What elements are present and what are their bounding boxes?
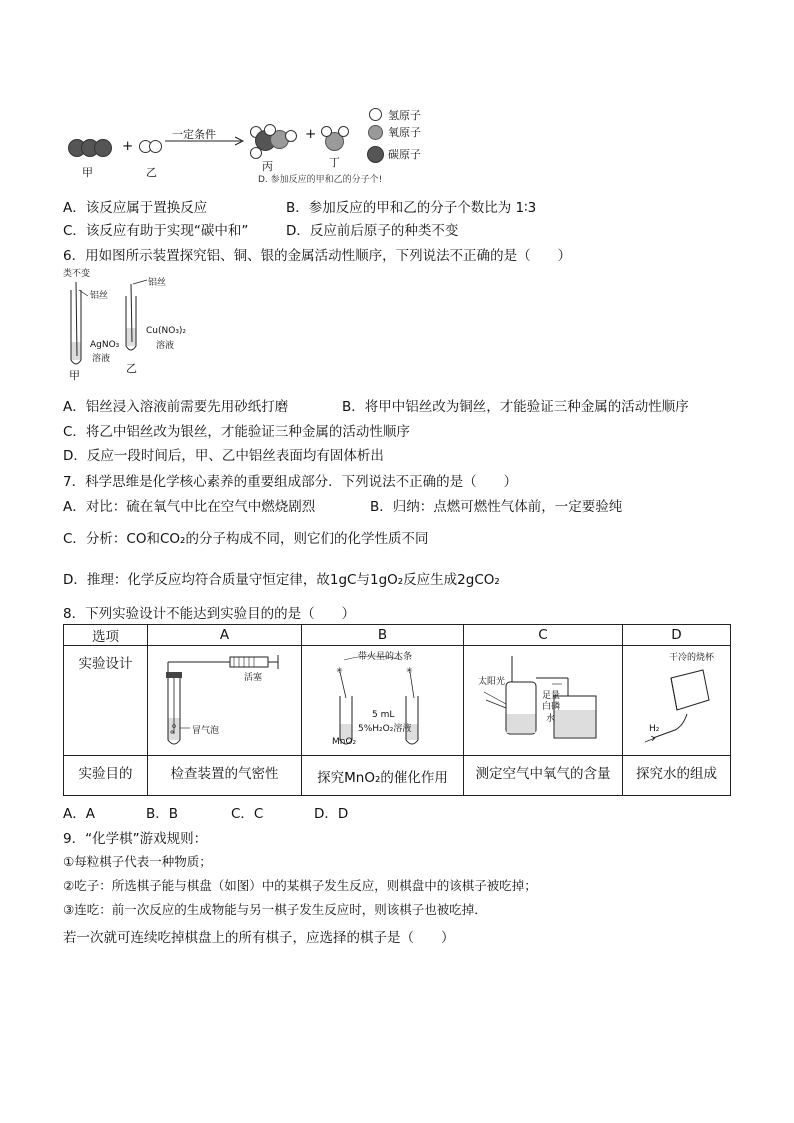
q8-option-b: B．B: [146, 806, 179, 822]
q7-option-d: D．推理：化学反应均符合质量守恒定律，故1gC与1gO₂反应生成2gCO₂: [63, 572, 500, 588]
q6-option-b: B．将甲中铝丝改为铜丝，才能验证三种金属的活动性顺序: [342, 399, 689, 415]
plus-sign: +: [122, 138, 134, 154]
label-ding: 丁: [329, 156, 340, 169]
syringe-tube-apparatus-icon: [150, 648, 300, 753]
reaction-arrow-icon: [165, 136, 247, 146]
two-test-tubes-icon: [302, 648, 462, 753]
cut-off-text: D. 参加反应的甲和乙的分子个!: [258, 175, 383, 185]
table-row-design: [64, 646, 731, 756]
design-figure-b: [302, 646, 464, 756]
cut-off-text: 类不变: [63, 269, 91, 279]
legend-oxygen: 氧原子: [388, 126, 421, 139]
wire-label-yi: 铝丝: [148, 278, 167, 288]
hydrogen-atom: [321, 126, 332, 137]
oxygen-legend-icon: [368, 125, 383, 140]
q6-option-d: D．反应一段时间后，甲、乙中铝丝表面均有固体析出: [63, 448, 384, 464]
q5-option-c: C．该反应有助于实现“碳中和”: [63, 223, 249, 239]
hydrogen-atom: [149, 140, 162, 153]
purpose-d: 探究水的组成: [623, 756, 731, 796]
plus-sign: +: [305, 126, 317, 142]
solution-label: 5%H₂O₂溶液: [358, 724, 412, 734]
water-label: 水: [546, 714, 556, 724]
q9-question: 若一次就可连续吃掉棋盘上的所有棋子，应选择的棋子是（ ）: [63, 930, 455, 946]
q7-option-c: C．分析：CO和CO₂的分子构成不同，则它们的化学性质不同: [63, 531, 429, 547]
hydrogen-legend-icon: [369, 108, 382, 121]
header-cell-a: A: [148, 625, 302, 646]
tube-label-jia: 甲: [69, 369, 80, 382]
q7-stem: 7．科学思维是化学核心素养的重要组成部分．下列说法不正确的是（ ）: [63, 474, 518, 490]
header-cell-option: 选项: [64, 625, 148, 646]
q8-option-a: A．A: [63, 806, 95, 822]
header-cell-d: D: [623, 625, 731, 646]
label-jia: 甲: [82, 166, 93, 179]
row-label-design: 实验设计: [64, 646, 148, 756]
bubbles-label: 冒气泡: [192, 726, 220, 736]
solution-cuno3-b: 溶液: [156, 341, 175, 351]
svg-text:✳: ✳: [336, 666, 343, 675]
carbon-legend-icon: [367, 146, 384, 163]
arrow-condition-label: 一定条件: [172, 128, 216, 141]
hydrogen-atom: [264, 124, 276, 136]
solution-agno3-b: 溶液: [92, 354, 111, 364]
q6-option-c: C．将乙中铝丝改为银丝，才能验证三种金属的活动性顺序: [63, 424, 410, 440]
q8-option-d: D．D: [314, 806, 349, 822]
q9-stem: 9．“化学棋”游戏规则：: [63, 831, 208, 847]
table-header-row: [64, 625, 731, 646]
label-yi: 乙: [146, 166, 157, 179]
cold-beaker-icon: [623, 648, 729, 753]
q7-option-b: B．归纳：点燃可燃性气体前，一定要验纯: [370, 499, 623, 515]
hydrogen-atom: [338, 126, 349, 137]
legend-carbon: 碳原子: [388, 148, 421, 161]
design-figure-d: [623, 646, 731, 756]
wire-label-jia: 铝丝: [90, 291, 109, 301]
q7-option-a: A．对比：硫在氧气中比在空气中燃烧剧烈: [63, 499, 316, 515]
catalyst-label: MnO₂: [332, 737, 357, 747]
q9-rule-2: ②吃子：所选棋子能与棋盘（如图）中的某棋子发生反应，则棋盘中的该棋子被吃掉；: [63, 878, 537, 893]
row-label-purpose: 实验目的: [64, 756, 148, 796]
legend-hydrogen: 氢原子: [388, 109, 421, 122]
header-cell-c: C: [464, 625, 623, 646]
hydrogen-gas-label: H₂: [649, 724, 660, 734]
plunger-label: 活塞: [244, 673, 263, 683]
hydrogen-atom: [285, 130, 297, 142]
q5-option-a: A．该反应属于置换反应: [63, 200, 208, 216]
phosphorus-label-2: 白磷: [542, 702, 561, 712]
tube-label-yi: 乙: [126, 362, 137, 375]
q9-rule-1: ①每粒棋子代表一种物质；: [63, 854, 212, 869]
solution-agno3: AgNO₃: [90, 340, 120, 350]
label-bing: 丙: [262, 160, 273, 173]
volume-label: 5 mL: [372, 710, 395, 720]
design-figure-a: [148, 646, 302, 756]
design-figure-c: [464, 646, 623, 756]
q6-option-a: A．铝丝浸入溶液前需要先用砂纸打磨: [63, 399, 289, 415]
phosphorus-label-1: 足量: [542, 691, 561, 701]
sunlight-label: 太阳光: [478, 677, 506, 687]
table-row-purpose: [64, 756, 731, 796]
experiment-table: [63, 624, 731, 796]
q8-stem: 8．下列实验设计不能达到实验目的的是（ ）: [63, 606, 356, 622]
header-cell-b: B: [302, 625, 464, 646]
q8-option-c: C．C: [231, 806, 264, 822]
q5-option-b: B．参加反应的甲和乙的分子个数比为 1∶3: [286, 200, 537, 216]
purpose-b: 探究MnO₂的催化作用: [302, 756, 464, 796]
beaker-label: 干冷的烧杯: [669, 653, 715, 663]
q5-option-d: D．反应前后原子的种类不变: [286, 223, 459, 239]
carbon-atom: [94, 139, 112, 157]
q6-stem: 6．用如图所示装置探究铝、铜、银的金属活动性顺序，下列说法不正确的是（ ）: [63, 248, 572, 264]
q9-rule-3: ③连吃：前一次反应的生成物能与另一棋子发生反应时，则该棋子也被吃掉．: [63, 902, 487, 917]
purpose-a: 检查装置的气密性: [148, 756, 302, 796]
svg-text:✳: ✳: [406, 666, 413, 675]
purpose-c: 测定空气中氧气的含量: [464, 756, 623, 796]
solution-cuno3: Cu(NO₃)₂: [146, 326, 187, 336]
splint-label: 带火星的木条: [358, 652, 413, 662]
